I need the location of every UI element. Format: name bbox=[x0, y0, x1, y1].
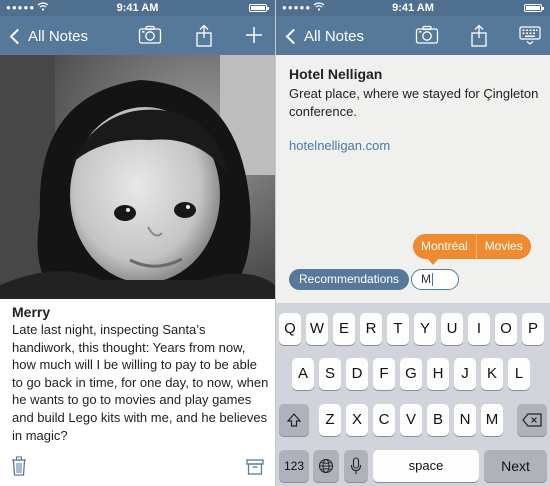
key-t[interactable]: T bbox=[387, 313, 409, 345]
tag-suggestion-movies[interactable]: Movies bbox=[476, 234, 531, 259]
tag-suggestion-popup bbox=[413, 234, 531, 259]
note-content[interactable] bbox=[12, 304, 270, 444]
back-label: All Notes bbox=[304, 27, 365, 45]
key-j[interactable]: J bbox=[454, 358, 476, 390]
navigation-bar bbox=[0, 16, 275, 55]
next-key[interactable]: Next bbox=[484, 450, 547, 482]
key-a[interactable]: A bbox=[292, 358, 314, 390]
dictation-key[interactable] bbox=[344, 450, 368, 482]
on-screen-keyboard bbox=[276, 303, 550, 486]
camera-icon[interactable] bbox=[415, 24, 439, 46]
signal-strength-icon: ●●●●● bbox=[6, 3, 36, 12]
key-i[interactable]: I bbox=[468, 313, 490, 345]
key-n[interactable]: N bbox=[454, 404, 476, 436]
note-title: Merry bbox=[12, 304, 51, 320]
chevron-left-icon bbox=[286, 28, 302, 44]
back-label: All Notes bbox=[28, 27, 89, 45]
plus-icon[interactable] bbox=[243, 24, 267, 46]
share-icon[interactable] bbox=[192, 24, 216, 46]
note-edit-screen bbox=[276, 0, 550, 486]
popup-pointer bbox=[427, 258, 439, 265]
note-body: Great place, where we stayed for Çingleton conference. bbox=[289, 86, 539, 119]
signal-strength-icon: ●●●●● bbox=[282, 3, 312, 12]
key-h[interactable]: H bbox=[427, 358, 449, 390]
keyboard-dismiss-icon[interactable] bbox=[519, 24, 543, 46]
key-b[interactable]: B bbox=[427, 404, 449, 436]
key-e[interactable]: E bbox=[333, 313, 355, 345]
shift-key[interactable] bbox=[279, 404, 309, 436]
status-bar bbox=[276, 0, 550, 16]
delete-key[interactable] bbox=[517, 404, 547, 436]
back-button[interactable] bbox=[8, 24, 88, 48]
key-v[interactable]: V bbox=[400, 404, 422, 436]
key-q[interactable]: Q bbox=[279, 313, 301, 345]
camera-icon[interactable] bbox=[138, 24, 162, 46]
battery-icon bbox=[524, 4, 542, 12]
key-x[interactable]: X bbox=[346, 404, 368, 436]
key-u[interactable]: U bbox=[441, 313, 463, 345]
space-key[interactable]: space bbox=[373, 450, 479, 482]
archive-icon[interactable] bbox=[246, 459, 264, 480]
trash-icon[interactable] bbox=[11, 456, 27, 481]
status-time: 9:41 AM bbox=[116, 2, 159, 14]
key-o[interactable]: O bbox=[495, 313, 517, 345]
numbers-key[interactable]: 123 bbox=[279, 450, 309, 482]
tag-input-field[interactable] bbox=[411, 269, 459, 290]
microphone-icon bbox=[350, 457, 362, 475]
key-g[interactable]: G bbox=[400, 358, 422, 390]
key-l[interactable]: L bbox=[508, 358, 530, 390]
battery-icon bbox=[249, 4, 267, 12]
key-d[interactable]: D bbox=[346, 358, 368, 390]
note-link[interactable]: hotelnelligan.com bbox=[289, 138, 391, 153]
key-c[interactable]: C bbox=[373, 404, 395, 436]
note-title: Hotel Nelligan bbox=[289, 66, 383, 82]
status-bar bbox=[0, 0, 275, 16]
key-r[interactable]: R bbox=[360, 313, 382, 345]
note-body: Late last night, inspecting Santa’s handiwork, this thought: Years from now, how much will I be willing to pay to be able to go back in time, for one day, to now, when he wants to go to movies and play games and build Lego kits with me, and he believes in magic? bbox=[12, 322, 269, 443]
note-photo bbox=[0, 55, 275, 299]
key-s[interactable]: S bbox=[319, 358, 341, 390]
tag-chip-recommendations[interactable]: Recommendations bbox=[289, 269, 409, 290]
key-m[interactable]: M bbox=[481, 404, 503, 436]
tag-suggestion-montreal[interactable]: Montréal bbox=[421, 239, 468, 253]
share-icon[interactable] bbox=[467, 24, 491, 46]
shift-icon bbox=[286, 412, 302, 428]
key-z[interactable]: Z bbox=[319, 404, 341, 436]
key-w[interactable]: W bbox=[306, 313, 328, 345]
key-y[interactable]: Y bbox=[414, 313, 436, 345]
tag-input-text: M bbox=[421, 272, 431, 286]
backspace-icon bbox=[522, 413, 542, 427]
navigation-bar bbox=[276, 16, 550, 55]
key-p[interactable]: P bbox=[522, 313, 544, 345]
back-button[interactable] bbox=[284, 24, 364, 48]
globe-icon bbox=[318, 458, 334, 474]
chevron-left-icon bbox=[10, 28, 26, 44]
status-time: 9:41 AM bbox=[392, 2, 434, 14]
key-k[interactable]: K bbox=[481, 358, 503, 390]
globe-key[interactable] bbox=[313, 450, 339, 482]
key-f[interactable]: F bbox=[373, 358, 395, 390]
note-editor[interactable] bbox=[289, 66, 539, 153]
text-cursor bbox=[432, 273, 433, 286]
